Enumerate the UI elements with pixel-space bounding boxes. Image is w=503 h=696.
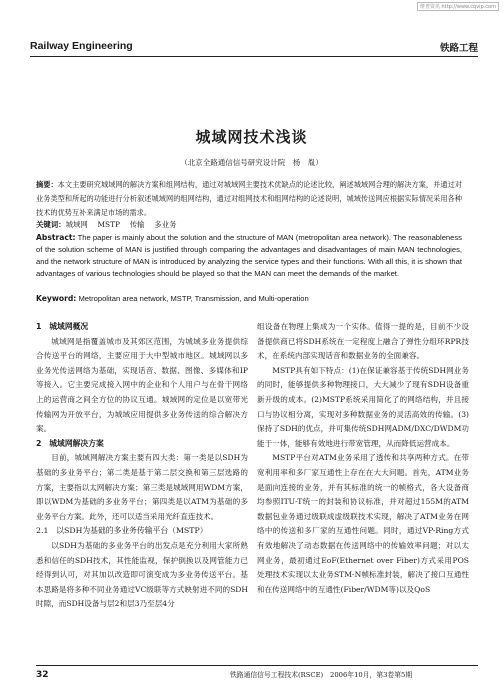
body-paragraph: 城域网是指覆盖城市及其郊区范围，为城域多业务提供综合传送平台的网络，主要应用于大中型城市地区。城域网以多业务光传送网络为基础，实现话音、数据、图像、多媒体和IP等接入。它主要完成接入网中的企业和个人用户与在骨干网络上的运营商之间全方位的协议互通。城域网的定位是以宽带光传输网为开放平台，为城域应用提供多业务传送的综合解决方案。	[36, 336, 248, 434]
body-left-column	[36, 320, 248, 612]
body-paragraph: MSTP平台对ATM业务采用了透传和共享两种方式。在带宽利用率和多厂家互通性上存在在大大问题。首先，ATM业务是面向连接的业务，并有其标准的统一的帧格式，各大设备商均参照ITU-T统一的封装和协议标准，并对超过155M的ATM数据包业务通过级联成虚级联技术实现，解决了ATM业务在网络中的传送和多厂家的互通性问题。同时，通过VP-Ring方式有效地解决了动态数据在传送网络中的传输效率问题；对以太网业务，最初通过EoF(Ethernet over Fiber)方式采用POS处理技术实现以太业务STM-N帧标准封装，解决了接口互通性和在传送网络中的互通性(Fiber/WDM等)以及QoS	[257, 453, 469, 594]
abstract-cn-label: 摘要：	[36, 180, 58, 189]
keywords-en-text: Metropolitan area network, MSTP, Transmission, and Multi-operation	[78, 294, 309, 303]
running-header-english: Railway Engineering	[30, 40, 133, 52]
abstract-cn-text: 本文主要研究城域网的解决方案和组网结构，通过对城域网主要技术优缺点的论述比较，阐述城域网合理的解决方案，并通过对业务类型和所起的功能进行分析叙述城域网的组网结构，通过对组网技术和组网结构的论述说明，城域传送网应根据实际情况采用各种技术的优势互补来满足市场的需求。	[36, 180, 462, 217]
body-paragraph: 以SDH为基础的多业务平台的出发点是充分利用大家所熟悉和信任的SDH技术，其性能监视，保护倒换以及网管能力已经得到认可，对其加以改造即可演变成为多业务传送平台。基本思路是将多种不同业务通过VC级联等方式映射进不同的SDH时隙，而SDH设备与层2和层3乃至层4分	[36, 540, 248, 609]
article-title: 城域网技术浅谈	[195, 128, 308, 146]
section-heading: 2 城域网解决方案	[36, 438, 104, 448]
author-affiliation: （北京全路通信信号研究设计院 杨 胤）	[180, 158, 323, 167]
section-heading: 1 城域网概况	[36, 322, 89, 331]
keywords-chinese	[36, 219, 462, 231]
journal-citation: 铁路通信信号工程技术(RSCE) 2006年10月，第3卷第5期	[230, 671, 413, 679]
abstract-english	[36, 232, 462, 280]
page-number: 32	[36, 670, 49, 680]
keywords-en-label: Keyword:	[36, 294, 77, 303]
abstract-chinese	[36, 178, 462, 220]
body-paragraph: 目前，城域网解决方案主要有四大类：第一类是以SDH为基础的多业务平台；第二类是基于第二层交换和第三层选路的方案，主要指以太网解决方案；第三类是城域网用WDM方案，即以WDM为基础的多业务平台；第四类是以ATM为基础的多业务平台方案。此外，还可以适当采用光纤直连技术。	[36, 453, 248, 521]
footer-rule	[36, 665, 478, 666]
watermark: 维普资讯 http://www.cqvip.com	[417, 2, 499, 11]
header-rule	[30, 56, 478, 57]
keywords-cn-label: 关键词：	[36, 220, 66, 229]
running-header-chinese: 铁路工程	[439, 43, 478, 54]
keywords-cn-text: 城域网 MSTP 传输 多业务	[65, 220, 177, 229]
body-paragraph-continued: 组设备在物理上集成为一个实体。值得一提的是，目前不少设备提供商已将SDH系统在一定程度上融合了弹性分组环RPR技术，在系统内部实现话音和数据业务的全面兼容。	[257, 322, 469, 361]
abstract-en-text: The paper is mainly about the solution and the structure of MAN (metropolitan area network). The reasonableness of the solution scheme of MAN is justified through comparing the advantages and disadvantages of main MAN technologies, and the network structure of MAN is introduced by analyzing the service types and their functions. With all this, it is shown that advantages of various technologies should be played so that the MAN can meet the demands of the market.	[36, 233, 462, 278]
subsection-heading: 2.1 以SDH为基础的多业务传输平台（MSTP）	[36, 526, 208, 536]
body-paragraph: MSTP具有如下特点：(1)在保证兼容基于传统SDH网业务的同时，能够提供多种物理接口，大大减少了现有SDH设备重新升级的成本。(2)MSTP系统采用简化了的网络结构，并且接口与协议相分离，实现对多种数据业务的灵活高效的传输。(3)保持了SDH的优点，并可集传统SDH网ADM/DXC/DWDM功能于一体，能够有效地进行带宽管理，从而降低运营成本。	[257, 365, 469, 448]
abstract-en-label: Abstract:	[36, 233, 76, 242]
keywords-english	[36, 293, 462, 305]
body-right-column	[257, 320, 469, 597]
